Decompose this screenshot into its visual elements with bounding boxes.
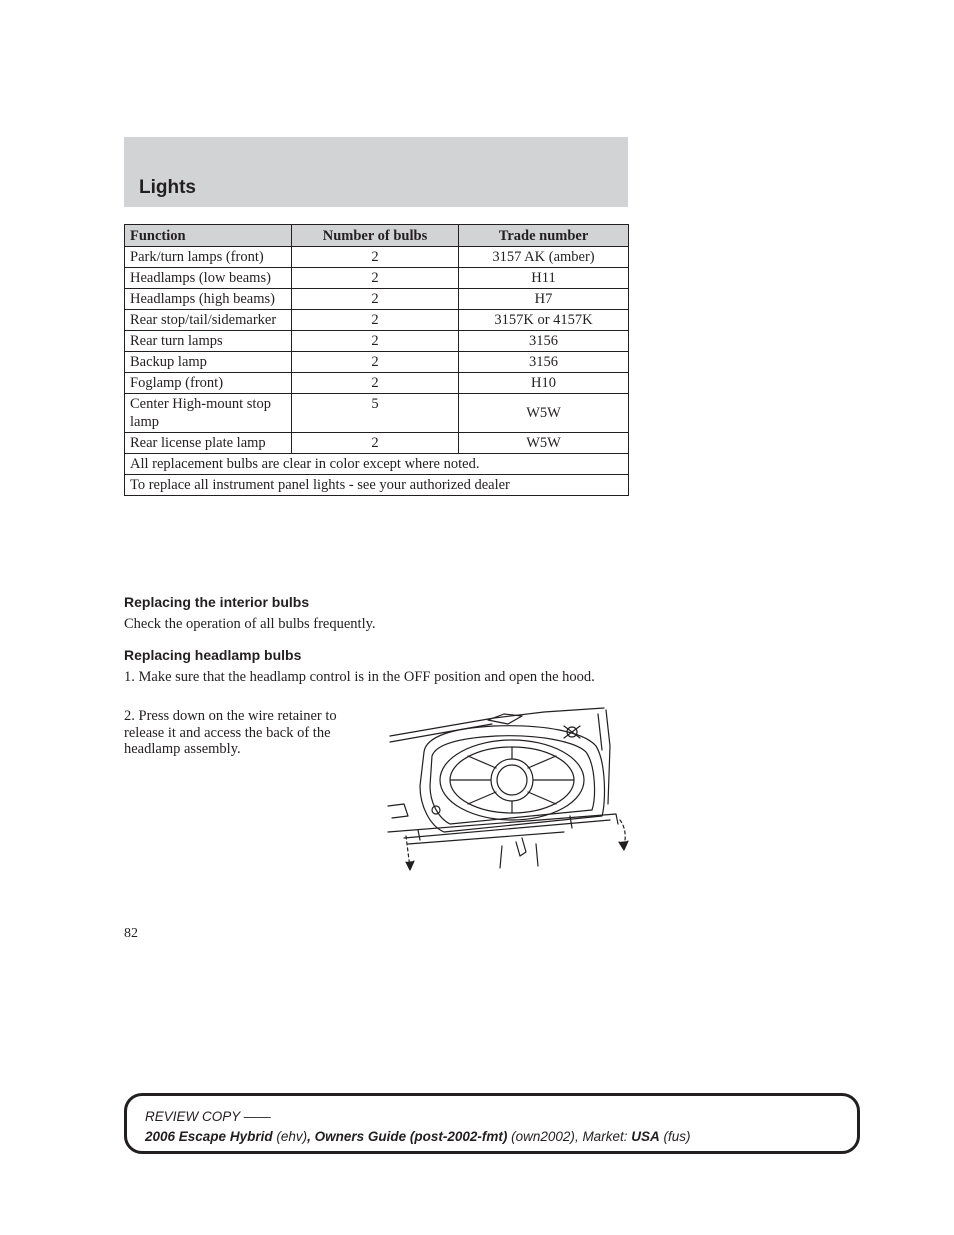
table-row xyxy=(125,331,629,352)
table-note-row xyxy=(125,454,629,475)
column-header-trade: Trade number xyxy=(459,225,629,247)
function-cell: Headlamps (high beams) xyxy=(125,289,292,310)
function-cell: Foglamp (front) xyxy=(125,373,292,394)
review-market-code: (fus) xyxy=(659,1129,691,1144)
table-note: To replace all instrument panel lights - see your authorized dealer xyxy=(125,475,629,496)
review-copy-banner xyxy=(124,1093,860,1154)
headlamp-step-2: 2. Press down on the wire retainer to release it and access the back of the headlamp assembly. xyxy=(124,708,337,757)
table-note: All replacement bulbs are clear in color except where noted. xyxy=(125,454,629,475)
bulb-count-cell: 2 xyxy=(292,247,459,268)
bulb-count-cell: 2 xyxy=(292,310,459,331)
headlamp-step-1: 1. Make sure that the headlamp control is in the OFF position and open the hood. xyxy=(124,669,595,685)
review-separator: , xyxy=(307,1129,315,1144)
review-copy-label: REVIEW COPY —— xyxy=(145,1109,271,1124)
review-guide-code: (own2002) xyxy=(507,1129,575,1144)
function-cell: Rear license plate lamp xyxy=(125,433,292,454)
trade-number-cell: 3156 xyxy=(459,331,629,352)
table-row xyxy=(125,289,629,310)
column-header-number: Number of bulbs xyxy=(292,225,459,247)
interior-bulbs-text: Check the operation of all bulbs frequently. xyxy=(124,616,376,632)
bulb-count-cell: 2 xyxy=(292,352,459,373)
bulb-count-cell: 2 xyxy=(292,331,459,352)
headlamp-assembly-illustration xyxy=(384,706,634,876)
bulb-count-cell: 2 xyxy=(292,268,459,289)
page-title: Lights xyxy=(139,177,196,198)
bulb-count-cell: 2 xyxy=(292,289,459,310)
review-model: 2006 Escape Hybrid xyxy=(145,1129,273,1144)
table-row xyxy=(125,352,629,373)
function-cell: Center High-mount stop lamp xyxy=(125,394,292,433)
function-cell: Backup lamp xyxy=(125,352,292,373)
table-row xyxy=(125,373,629,394)
function-cell: Rear stop/tail/sidemarker xyxy=(125,310,292,331)
table-row xyxy=(125,310,629,331)
function-cell: Park/turn lamps (front) xyxy=(125,247,292,268)
table-note-row xyxy=(125,475,629,496)
trade-number-cell: H11 xyxy=(459,268,629,289)
bulb-count-cell: 2 xyxy=(292,373,459,394)
headlamp-bulbs-heading: Replacing headlamp bulbs xyxy=(124,647,302,663)
table-row xyxy=(125,394,629,433)
review-copy-details xyxy=(145,1129,690,1144)
trade-number-cell: W5W xyxy=(459,394,629,433)
review-model-code: (ehv) xyxy=(272,1129,308,1144)
trade-number-cell: 3157K or 4157K xyxy=(459,310,629,331)
page-number: 82 xyxy=(124,926,138,941)
function-cell: Rear turn lamps xyxy=(125,331,292,352)
bulb-count-cell: 2 xyxy=(292,433,459,454)
table-header-row xyxy=(125,225,629,247)
review-guide: Owners Guide (post-2002-fmt) xyxy=(314,1129,508,1144)
bulb-table xyxy=(124,224,629,496)
trade-number-cell: 3156 xyxy=(459,352,629,373)
trade-number-cell: H7 xyxy=(459,289,629,310)
table-row xyxy=(125,268,629,289)
function-cell: Headlamps (low beams) xyxy=(125,268,292,289)
table-row xyxy=(125,433,629,454)
review-market-label: , Market: xyxy=(574,1129,632,1144)
bulb-count-cell: 5 xyxy=(292,394,459,433)
column-header-function: Function xyxy=(125,225,292,247)
trade-number-cell: W5W xyxy=(459,433,629,454)
trade-number-cell: H10 xyxy=(459,373,629,394)
section-header-band xyxy=(124,137,628,207)
trade-number-cell: 3157 AK (amber) xyxy=(459,247,629,268)
interior-bulbs-heading: Replacing the interior bulbs xyxy=(124,594,310,610)
review-market: USA xyxy=(631,1129,660,1144)
table-row xyxy=(125,247,629,268)
